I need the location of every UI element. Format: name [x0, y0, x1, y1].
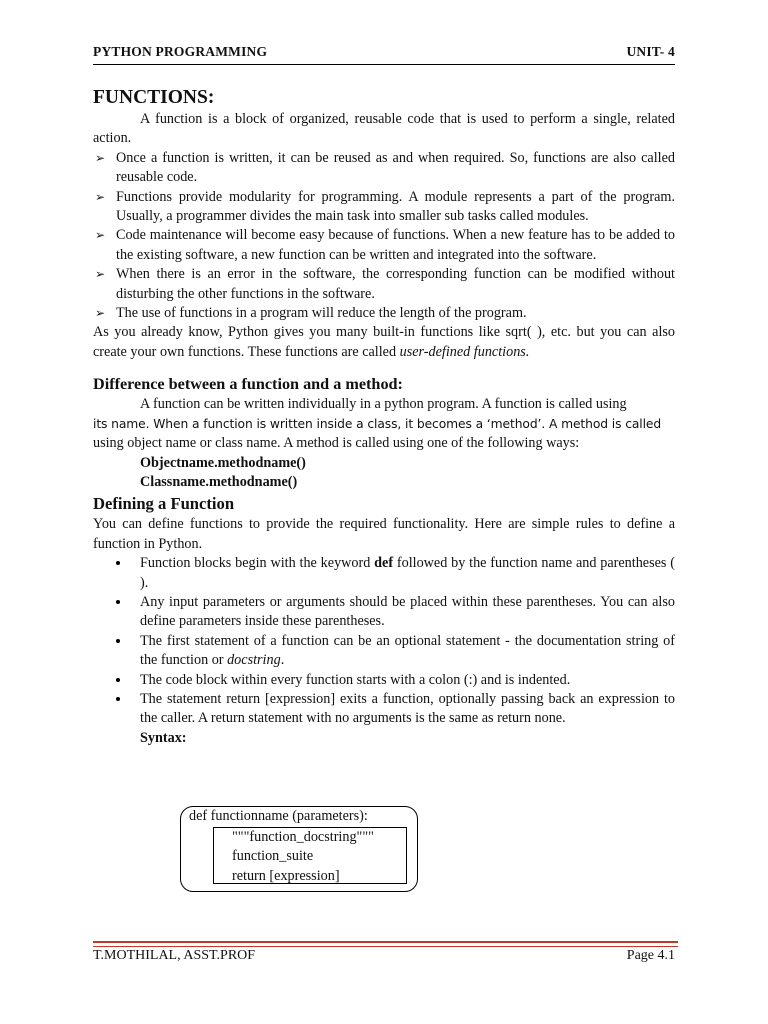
- arrow-bullet-icon: ➢: [95, 306, 106, 321]
- arrow-bullet-icon: ➢: [95, 228, 106, 243]
- difference-line-3: using object name or class name. A method is called using one of the following ways:: [93, 435, 580, 452]
- arrow-bullet-icon: ➢: [95, 267, 106, 282]
- bullet-dot-icon: [116, 639, 120, 643]
- syntax-return-line: return [expression]: [232, 867, 340, 884]
- defining-heading: Defining a Function: [93, 494, 235, 514]
- functions-benefits-list: [93, 149, 675, 324]
- syntax-suite-line: function_suite: [232, 848, 314, 865]
- keyword-def: def: [374, 555, 394, 572]
- list-item: The code block within every function starts with a colon (:) and is indented.: [140, 671, 675, 690]
- defining-rules-list: [93, 554, 675, 729]
- bullet-dot-icon: [116, 600, 120, 604]
- defining-intro: You can define functions to provide the required functionality. Here are simple rules to define a function in Python.: [93, 516, 675, 552]
- page-footer: [93, 948, 675, 964]
- header-rule: [93, 64, 675, 65]
- functions-heading: FUNCTIONS:: [93, 87, 215, 108]
- syntax-def-line: def functionname (parameters):: [189, 808, 368, 824]
- arrow-bullet-icon: ➢: [95, 150, 106, 165]
- bullet-dot-icon: [116, 678, 120, 682]
- list-item: ➢ Code maintenance will become easy because of functions. When a new feature has to be added to the existing software, a new function can be written and integrated into the software.: [95, 227, 675, 263]
- syntax-body-box: [213, 827, 407, 884]
- docstring-term: docstring: [227, 652, 281, 669]
- arrow-bullet-icon: ➢: [95, 189, 106, 204]
- footer-page-number: Page 4.1: [626, 948, 675, 963]
- footer-rule-thick: [93, 941, 678, 943]
- functions-outro: As you already know, Python gives you many built-in functions like sqrt( ), etc. but you can also create your own functions. These functions are called user-defined functions.: [93, 324, 675, 360]
- list-item: Function blocks begin with the keyword def followed by the function name and parentheses ( ).: [140, 554, 675, 593]
- functions-intro: A function is a block of organized, reusable code that is used to perform a single, related action.: [93, 111, 675, 147]
- bullet-dot-icon: [116, 561, 120, 565]
- footer-rule-thin: [93, 946, 678, 947]
- page-header: [93, 44, 675, 60]
- header-unit: UNIT- 4: [626, 44, 675, 59]
- footer-author: T.MOTHILAL, ASST.PROF: [93, 948, 256, 963]
- header-course-title: PYTHON PROGRAMMING: [93, 44, 268, 59]
- bullet-dot-icon: [116, 697, 120, 701]
- difference-line-2: its name. When a function is written inside a class, it becomes a ‘method’. A method is called: [93, 416, 662, 431]
- code-classname-method: Classname.methodname(): [140, 473, 298, 490]
- syntax-box: [180, 806, 418, 892]
- page-content: [93, 86, 675, 748]
- list-item: The statement return [expression] exits a function, optionally passing back an expression to the caller. A return statement with no arguments is the same as return none.: [140, 690, 675, 729]
- list-item: The first statement of a function can be an optional statement - the documentation string of the function or docstring.: [140, 632, 675, 671]
- code-objectname-method: Objectname.methodname(): [140, 454, 306, 471]
- list-item: Any input parameters or arguments should be placed within these parentheses. You can also define parameters inside these parentheses.: [140, 593, 675, 632]
- difference-heading: Difference between a function and a method:: [93, 375, 403, 394]
- list-item: ➢ Functions provide modularity for programming. A module represents a part of the program. Usually, a programmer divides the main task into smaller sub tasks called modules.: [95, 188, 675, 225]
- list-item: ➢ Once a function is written, it can be reused as and when required. So, functions are also called reusable code.: [95, 149, 675, 186]
- syntax-docstring-line: """function_docstring""": [232, 829, 374, 845]
- user-defined-term: user-defined functions.: [399, 343, 530, 360]
- difference-line-1: A function can be written individually in a python program. A function is called using: [140, 396, 627, 413]
- syntax-label: Syntax:: [140, 729, 187, 746]
- list-item: ➢ When there is an error in the software, the corresponding function can be modified without disturbing the other functions in the software.: [95, 266, 675, 302]
- list-item: ➢ The use of functions in a program will reduce the length of the program.: [93, 304, 675, 323]
